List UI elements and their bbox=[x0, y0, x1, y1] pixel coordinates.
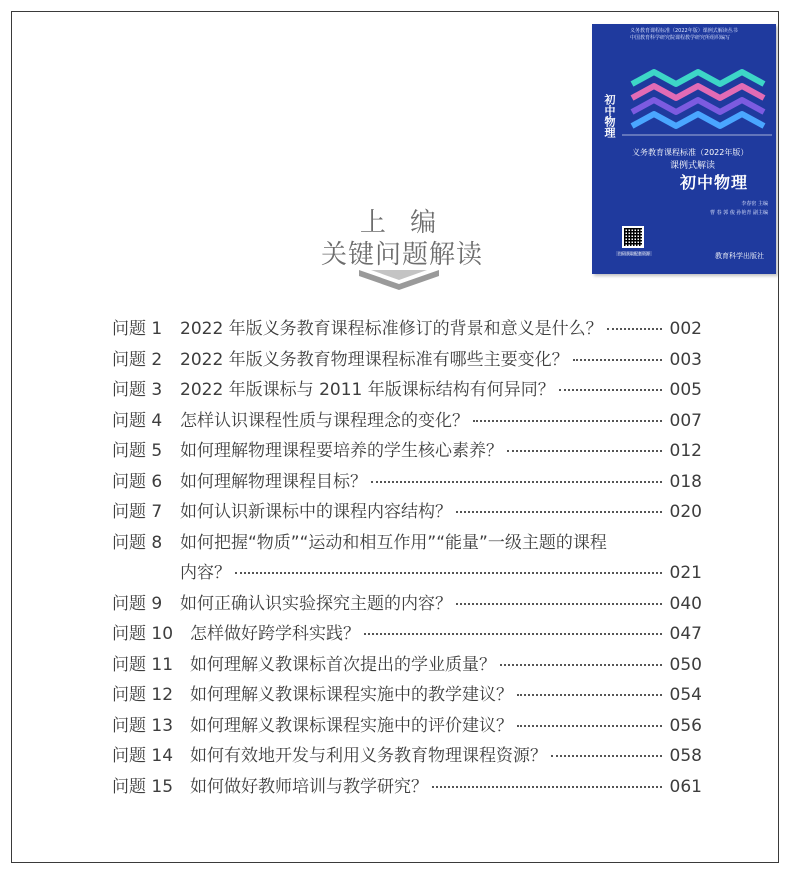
page-frame bbox=[11, 11, 779, 863]
cover-editors: 李春密 主编 曹 春 郭 俊 孙艳青 副主编 bbox=[710, 201, 768, 216]
toc-number: 问题 7 bbox=[112, 502, 163, 522]
cover-publisher: 教育科学出版社 bbox=[715, 252, 764, 260]
toc-title: 如何理解物理课程要培养的学生核心素养？ bbox=[180, 441, 503, 461]
toc-title: 怎样认识课程性质与课程理念的变化？ bbox=[180, 410, 469, 431]
toc-number: 问题 1 bbox=[112, 319, 163, 339]
toc-leader-dots bbox=[607, 328, 662, 330]
toc-page-number: 018 bbox=[669, 471, 702, 492]
qr-caption: 扫码获取配套资源 bbox=[618, 251, 650, 256]
toc-title: 如何正确认识实验探究主题的内容？ bbox=[180, 593, 452, 614]
toc-title: 如何理解义教课标课程实施中的教学建议？ bbox=[190, 685, 513, 705]
toc-leader-dots bbox=[432, 786, 662, 788]
toc-item-continuation[interactable] bbox=[112, 558, 702, 589]
cover-spine-title: 初中物理 bbox=[603, 94, 616, 138]
toc-page-number: 061 bbox=[669, 776, 702, 797]
chevron-down-icon bbox=[349, 268, 449, 292]
toc-number: 问题 9 bbox=[112, 593, 163, 614]
toc-item[interactable] bbox=[112, 711, 702, 742]
toc-leader-dots bbox=[235, 572, 662, 574]
toc-page-number: 050 bbox=[669, 654, 702, 675]
toc-item[interactable] bbox=[112, 680, 702, 711]
toc-item[interactable] bbox=[112, 345, 702, 376]
toc-title: 怎样做好跨学科实践？ bbox=[190, 624, 360, 644]
toc-title: 2022 年版义务教育物理课程标准有哪些主要变化？ bbox=[180, 349, 569, 370]
toc-number: 问题 13 bbox=[112, 715, 174, 736]
toc-number: 问题 10 bbox=[112, 624, 174, 644]
toc-page-number: 005 bbox=[669, 380, 702, 400]
toc-title-continued: 内容？ bbox=[180, 563, 231, 583]
table-of-contents bbox=[112, 314, 702, 802]
toc-item[interactable] bbox=[112, 589, 702, 620]
toc-item[interactable] bbox=[112, 741, 702, 772]
toc-page-number: 058 bbox=[669, 746, 702, 766]
toc-number: 问题 12 bbox=[112, 685, 174, 705]
toc-title: 如何做好教师培训与教学研究？ bbox=[190, 776, 428, 797]
toc-leader-dots bbox=[551, 755, 662, 757]
toc-title: 如何理解义教课标首次提出的学业质量？ bbox=[190, 654, 496, 675]
section-title: 关键问题解读 bbox=[320, 240, 483, 270]
toc-leader-dots bbox=[573, 359, 662, 361]
toc-page-number: 047 bbox=[669, 624, 702, 644]
toc-title: 如何理解义教课标课程实施中的评价建议？ bbox=[190, 715, 513, 736]
toc-title: 如何把握“物质”“运动和相互作用”“能量”一级主题的课程 bbox=[180, 532, 607, 553]
toc-page-number: 021 bbox=[669, 563, 702, 583]
toc-leader-dots bbox=[500, 664, 662, 666]
toc-item[interactable] bbox=[112, 314, 702, 345]
toc-item[interactable] bbox=[112, 406, 702, 437]
toc-item[interactable] bbox=[112, 772, 702, 803]
toc-title: 如何有效地开发与利用义务教育物理课程资源？ bbox=[190, 746, 547, 766]
toc-item[interactable] bbox=[112, 467, 702, 498]
toc-item[interactable] bbox=[112, 650, 702, 681]
toc-page-number: 020 bbox=[669, 502, 702, 522]
toc-item[interactable] bbox=[112, 497, 702, 528]
toc-page-number: 054 bbox=[669, 685, 702, 705]
cover-series-text: 义务教育课程标准（2022年版）课例式解读丛书 中国教育科学研究院课程教学研究所组织编写 bbox=[630, 28, 738, 41]
toc-page-number: 040 bbox=[669, 593, 702, 614]
toc-leader-dots bbox=[507, 450, 662, 452]
toc-item[interactable] bbox=[112, 375, 702, 406]
toc-title: 如何理解物理课程目标？ bbox=[180, 471, 367, 492]
toc-number: 问题 11 bbox=[112, 654, 174, 675]
toc-number: 问题 6 bbox=[112, 471, 163, 492]
cover-standard: 义务教育课程标准（2022年版） bbox=[632, 148, 749, 157]
toc-page-number: 056 bbox=[669, 715, 702, 736]
toc-number: 问题 8 bbox=[112, 532, 163, 553]
section-label: 上 编 bbox=[359, 208, 445, 238]
toc-number: 问题 4 bbox=[112, 410, 163, 431]
cover-main-title: 初中物理 bbox=[680, 173, 749, 192]
toc-leader-dots bbox=[473, 420, 662, 422]
toc-leader-dots bbox=[517, 725, 662, 727]
toc-title: 2022 年版课标与 2011 年版课标结构有何异同？ bbox=[180, 380, 555, 400]
toc-number: 问题 15 bbox=[112, 776, 174, 797]
toc-title: 2022 年版义务教育课程标准修订的背景和意义是什么？ bbox=[180, 319, 603, 339]
toc-page-number: 003 bbox=[669, 349, 702, 370]
toc-page-number: 012 bbox=[669, 441, 702, 461]
toc-item[interactable] bbox=[112, 619, 702, 650]
toc-leader-dots bbox=[371, 481, 662, 483]
toc-leader-dots bbox=[559, 389, 662, 391]
toc-number: 问题 2 bbox=[112, 349, 163, 370]
toc-item[interactable] bbox=[112, 436, 702, 467]
toc-page-number: 002 bbox=[669, 319, 702, 339]
toc-number: 问题 3 bbox=[112, 380, 163, 400]
toc-number: 问题 14 bbox=[112, 746, 174, 766]
toc-page-number: 007 bbox=[669, 410, 702, 431]
toc-leader-dots bbox=[456, 603, 662, 605]
toc-number: 问题 5 bbox=[112, 441, 163, 461]
toc-leader-dots bbox=[517, 694, 662, 696]
book-cover-image bbox=[592, 24, 776, 274]
toc-leader-dots bbox=[364, 633, 662, 635]
toc-title: 如何认识新课标中的课程内容结构？ bbox=[180, 502, 452, 522]
toc-item[interactable] bbox=[112, 528, 702, 559]
cover-subtitle: 课例式解读 bbox=[670, 161, 716, 171]
toc-leader-dots bbox=[456, 511, 662, 513]
qr-code-icon bbox=[622, 226, 644, 248]
